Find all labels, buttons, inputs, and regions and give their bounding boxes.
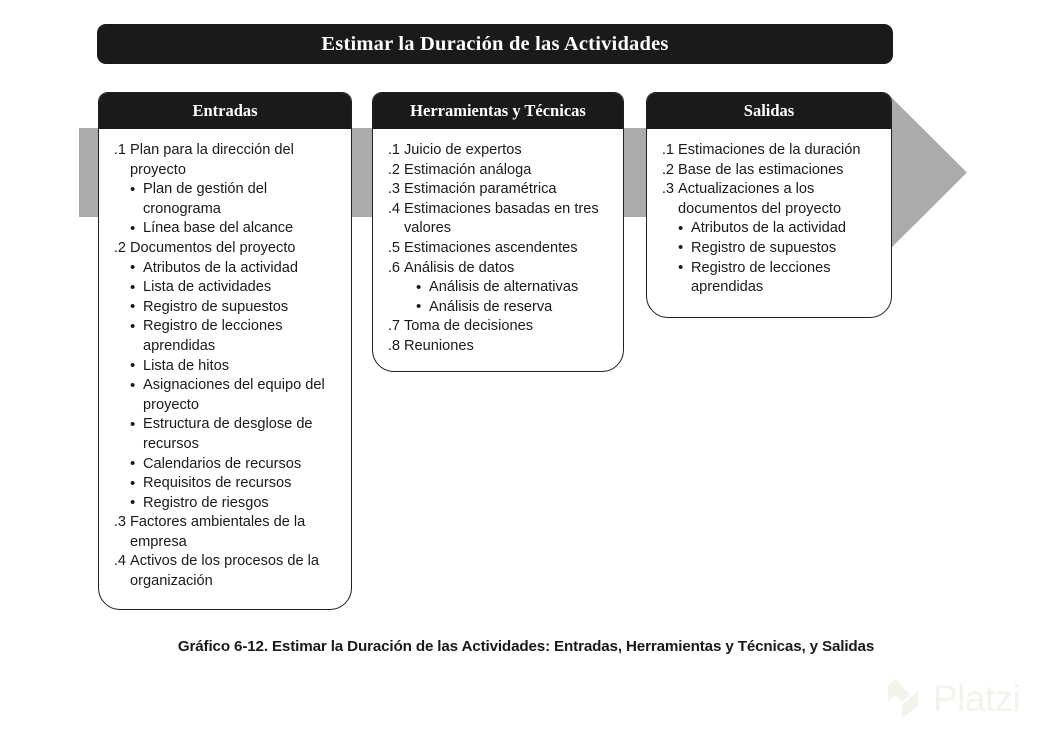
list-item <box>655 141 883 161</box>
list-item <box>655 180 883 219</box>
item-marker: .1 <box>387 142 400 158</box>
item-marker: .3 <box>113 514 126 531</box>
list-item <box>107 513 343 552</box>
column-body-salidas <box>647 129 891 308</box>
list-item <box>381 317 615 337</box>
list-item <box>107 259 343 279</box>
item-marker: .6 <box>387 259 400 276</box>
item-marker: • <box>130 357 136 375</box>
item-marker: .1 <box>113 142 126 158</box>
list-item <box>107 239 343 259</box>
item-text: Registro de supuestos <box>143 298 289 315</box>
column-header-entradas <box>99 93 351 129</box>
list-item <box>381 161 615 181</box>
list-item <box>381 141 615 161</box>
item-text: Juicio de expertos <box>404 142 522 158</box>
item-text: Registro de lecciones aprendidas <box>691 259 831 296</box>
item-marker: .4 <box>113 553 126 570</box>
column-body-entradas <box>99 129 351 602</box>
item-marker: • <box>130 474 136 492</box>
item-marker: .4 <box>387 200 400 217</box>
list-item <box>107 317 343 356</box>
item-text: Lista de hitos <box>143 357 229 374</box>
item-text: Lista de actividades <box>143 279 272 296</box>
list-item <box>381 180 615 200</box>
list-herramientas-y-tecnicas <box>381 141 615 357</box>
item-marker: • <box>678 239 684 257</box>
platzi-watermark <box>884 672 1044 724</box>
platzi-diamond-icon <box>884 677 924 719</box>
item-marker: • <box>130 415 136 433</box>
item-marker: • <box>130 317 136 335</box>
column-body-herramientas-y-tecnicas <box>373 129 623 367</box>
list-item <box>381 239 615 259</box>
item-text: Registro de riesgos <box>143 494 269 511</box>
item-text: Calendarios de recursos <box>143 455 302 472</box>
item-text: Base de las estimaciones <box>678 161 844 178</box>
item-text: Análisis de reserva <box>429 298 553 315</box>
item-text: Atributos de la actividad <box>691 220 846 237</box>
item-marker: • <box>130 455 136 472</box>
item-text: Plan para la dirección del proyecto <box>130 142 294 178</box>
item-marker: • <box>130 219 136 237</box>
list-salidas <box>655 141 883 298</box>
item-text: Análisis de alternativas <box>429 279 579 296</box>
item-text: Asignaciones del equipo del proyecto <box>143 377 325 413</box>
item-text: Plan de gestión del cronograma <box>143 181 268 217</box>
item-text: Activos de los procesos de la organización <box>130 553 320 590</box>
process-title: Estimar la Duración de las Actividades <box>321 32 669 55</box>
item-marker: • <box>416 278 422 296</box>
item-text: Registro de lecciones aprendidas <box>143 318 283 354</box>
item-text: Reuniones <box>404 337 474 354</box>
column-herramientas-y-tecnicas <box>372 92 624 372</box>
item-marker: .5 <box>387 239 400 256</box>
item-marker: • <box>678 259 684 277</box>
list-item <box>107 415 343 454</box>
item-text: Estimación paramétrica <box>404 181 557 198</box>
list-item <box>655 161 883 181</box>
item-marker: • <box>130 259 136 277</box>
list-item <box>107 455 343 475</box>
list-item <box>107 376 343 415</box>
column-salidas <box>646 92 892 318</box>
item-marker: .2 <box>661 161 674 178</box>
list-item <box>381 278 615 298</box>
list-item <box>381 200 615 239</box>
item-marker: • <box>416 298 422 316</box>
item-text: Actualizaciones a los documentos del proyecto <box>678 181 842 217</box>
platzi-wordmark: Platzi <box>933 677 1021 719</box>
list-item <box>381 259 615 279</box>
item-text: Análisis de datos <box>404 259 515 276</box>
item-marker: .2 <box>387 161 400 178</box>
item-marker: • <box>678 219 684 237</box>
item-marker: .3 <box>661 181 674 198</box>
column-entradas <box>98 92 352 610</box>
item-marker: • <box>130 180 136 198</box>
item-text: Línea base del alcance <box>143 220 294 237</box>
list-item <box>655 239 883 259</box>
item-marker: .8 <box>387 337 400 354</box>
item-marker: • <box>130 376 136 394</box>
column-header-salidas <box>647 93 891 129</box>
list-item <box>107 298 343 318</box>
item-marker: • <box>130 278 136 296</box>
list-entradas <box>107 141 343 592</box>
process-title-bar <box>97 24 893 64</box>
item-text: Estimaciones de la duración <box>678 142 861 158</box>
column-header-label: Herramientas y Técnicas <box>410 101 586 120</box>
item-text: Factores ambientales de la empresa <box>130 514 306 550</box>
item-marker: .2 <box>113 239 126 256</box>
list-item <box>107 278 343 298</box>
item-text: Estimación análoga <box>404 161 532 178</box>
item-marker: .3 <box>387 181 400 198</box>
list-item <box>107 219 343 239</box>
list-item <box>655 259 883 298</box>
item-marker: • <box>130 494 136 512</box>
item-text: Estimaciones ascendentes <box>404 239 578 256</box>
list-item <box>381 298 615 318</box>
item-text: Registro de supuestos <box>691 239 837 256</box>
column-header-herramientas-y-tecnicas <box>373 93 623 129</box>
item-text: Estimaciones basadas en tres valores <box>404 200 599 237</box>
list-item <box>107 552 343 591</box>
column-header-label: Salidas <box>743 101 795 120</box>
figure-caption: Gráfico 6-12. Estimar la Duración de las Actividades: Entradas, Herramientas y Técnicas, y Salidas <box>177 638 875 655</box>
list-item <box>107 141 343 180</box>
list-item <box>107 357 343 377</box>
list-item <box>381 337 615 357</box>
item-marker: • <box>130 298 136 316</box>
item-marker: .7 <box>387 318 400 335</box>
list-item <box>107 180 343 219</box>
list-item <box>107 494 343 514</box>
item-text: Requisitos de recursos <box>143 475 292 492</box>
list-item <box>107 474 343 494</box>
item-marker: .1 <box>661 142 674 158</box>
item-text: Estructura de desglose de recursos <box>143 416 313 452</box>
item-text: Toma de decisiones <box>404 318 533 335</box>
list-item <box>655 219 883 239</box>
column-header-label: Entradas <box>192 101 258 120</box>
item-text: Documentos del proyecto <box>130 239 296 256</box>
item-text: Atributos de la actividad <box>143 259 298 276</box>
